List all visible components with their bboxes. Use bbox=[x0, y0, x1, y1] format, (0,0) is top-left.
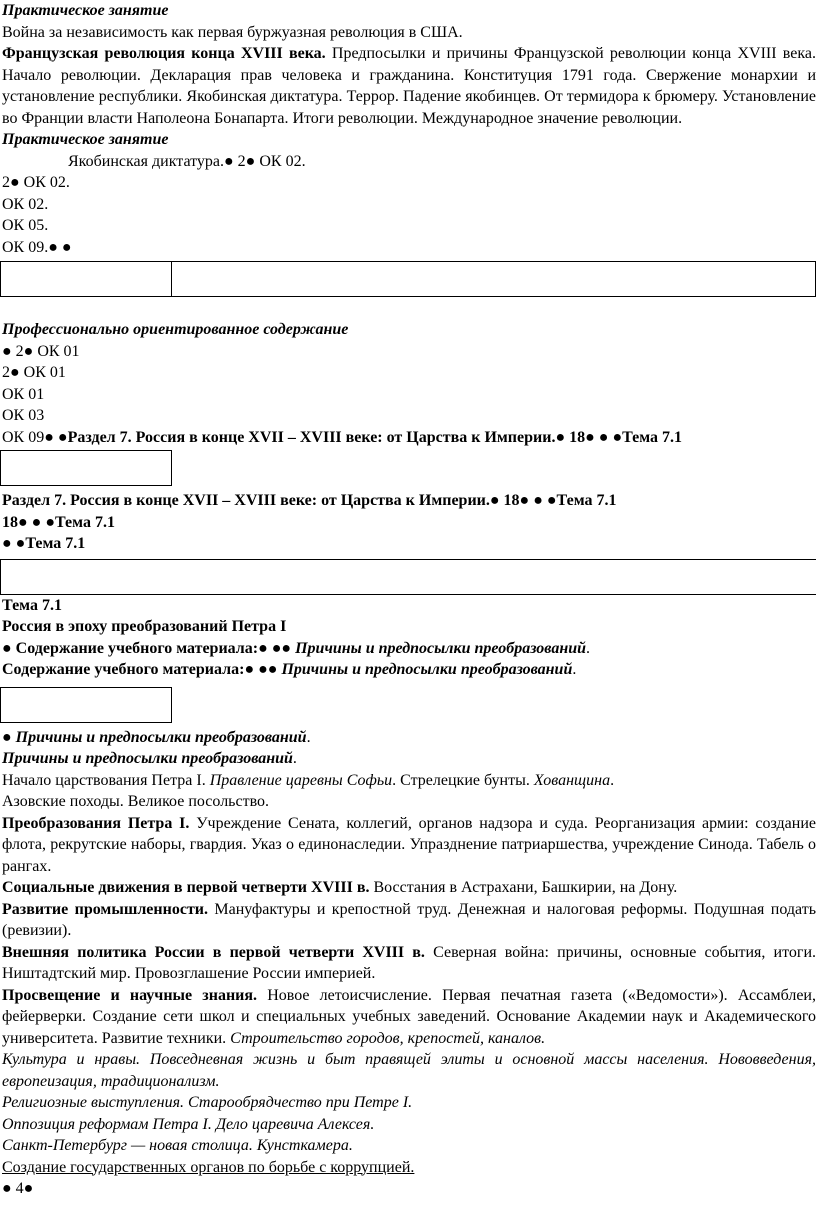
bold-lead: Социальные движения в первой четверти XVIII в. bbox=[2, 879, 370, 896]
text-line: Религиозные выступления. Старообрядчество при Петре I. bbox=[2, 1094, 413, 1111]
table-cell bbox=[0, 261, 172, 297]
text-line: Азовские походы. Великое посольство. bbox=[2, 793, 270, 810]
text-span: . bbox=[586, 639, 590, 657]
text-line: ОК 01 bbox=[2, 385, 45, 403]
bold-lead: Просвещение и научные знания. bbox=[2, 986, 258, 1004]
topic-heading: Тема 7.1 bbox=[2, 596, 62, 614]
text-line bbox=[0, 770, 816, 792]
paragraph-foreign-policy bbox=[0, 942, 816, 985]
text-line: 2● ОК 01 bbox=[2, 364, 66, 381]
italic-span: Хованщина bbox=[533, 771, 611, 789]
text-line bbox=[0, 659, 816, 681]
heading-professional-content: Профессионально ориентированное содержание bbox=[2, 321, 349, 338]
text-line: ● 4● bbox=[2, 1180, 34, 1197]
paragraph-text: Предпосылки и причины Французской революции конца XVIII века. Начало революции. Декларация прав человека и гражданина. Конституция 1791 года. Свержение монархии и установление республики. Якобинская диктатура. Террор. Падение якобинцев. От термидора к брюмеру. Установление во Франции власти Наполеона Бонапарта. Итоги революции. Международное значение революции. bbox=[2, 45, 816, 127]
bold-lead: Внешняя политика России в первой четверти XVIII в. bbox=[2, 943, 425, 961]
empty-box-wide bbox=[0, 559, 816, 595]
text-line: Санкт-Петербург — новая столица. Кунсткамера. bbox=[2, 1137, 353, 1154]
text-line: ОК 09.● ● bbox=[2, 238, 72, 256]
paragraph-text: Мануфактуры и крепостной труд. Денежная и налоговая реформы. Подушная подать (ревизии). bbox=[2, 900, 816, 939]
text-line: 18● ● ●Тема 7.1 bbox=[2, 513, 115, 531]
empty-box bbox=[0, 450, 172, 486]
italic-span: Строительство городов, крепостей, каналов. bbox=[230, 1029, 546, 1047]
text-line: ● 2● ОК 01 bbox=[2, 342, 80, 360]
text-span: Содержание учебного материала:● ●● bbox=[2, 661, 282, 678]
paragraph-text: Новое летоисчисление. Первая печатная газета («Ведомости»). Ассамблеи, фейерверки. Создание сети школ и специальных учебных заведений. Основание Академии наук и Академического университета. Развитие техники. bbox=[2, 986, 816, 1047]
paragraph-text: Восстания в Астрахани, Башкирии, на Дону. bbox=[369, 879, 678, 896]
text-span: ОК 09● ● bbox=[2, 428, 68, 446]
text-span: Начало царствования Петра I. bbox=[2, 771, 210, 789]
text-line: ОК 03 bbox=[2, 407, 45, 424]
text-line bbox=[0, 727, 816, 749]
empty-box bbox=[0, 687, 172, 723]
section-heading: Раздел 7. Россия в конце XVII – XVIII веке: от Царства к Империи.● 18● ● ●Тема 7.1 bbox=[2, 492, 617, 509]
table-cell bbox=[172, 261, 816, 297]
paragraph-text: Северная война: причины, основные события, итоги. Ништадтский мир. Провозглашение России империей. bbox=[2, 943, 816, 982]
paragraph-enlightenment bbox=[0, 985, 816, 1050]
text-line bbox=[0, 748, 816, 770]
bold-lead: Развитие промышленности. bbox=[2, 900, 209, 918]
text-span: . bbox=[292, 750, 297, 767]
text-line bbox=[0, 638, 816, 660]
text-line: ОК 05. bbox=[2, 217, 49, 234]
paragraph-text: Учреждение Сената, коллегий, органов надзора и суда. Реорганизация армии: создание флота, рекрутские наборы, гвардия. Указ о единонаследии. Упразднение патриаршества, учреждение Синода. Табель о рангах. bbox=[2, 814, 816, 875]
paragraph-reforms bbox=[0, 813, 816, 878]
text-span: ● Содержание учебного материала:● ●● bbox=[2, 639, 296, 657]
empty-table-row bbox=[0, 261, 816, 297]
paragraph-culture: Культура и нравы. Повседневная жизнь и быт правящей элиты и основной массы населения. Нововведения, европеизация, традиционализм. bbox=[2, 1051, 816, 1090]
text-span: . bbox=[610, 771, 615, 789]
text-line: Якобинская диктатура.● 2● ОК 02. bbox=[68, 152, 306, 170]
heading-practical-1: Практическое занятие bbox=[2, 2, 169, 19]
spacer bbox=[0, 297, 816, 319]
bold-lead: Французская революция конца XVIII века. bbox=[2, 45, 326, 62]
italic-span: Причины и предпосылки преобразований bbox=[295, 639, 586, 657]
text-line: ОК 02. bbox=[2, 195, 49, 213]
text-line: ● ●Тема 7.1 bbox=[2, 535, 86, 552]
text-line: 2● ОК 02. bbox=[2, 174, 70, 191]
text-line bbox=[0, 427, 816, 449]
text-span: . bbox=[306, 728, 311, 746]
text-span: . bbox=[572, 661, 577, 678]
paragraph-social bbox=[0, 877, 816, 899]
text-span: ● bbox=[2, 728, 16, 746]
paragraph-french-revolution bbox=[0, 43, 816, 129]
text-line: Война за независимость как первая буржуазная революция в США. bbox=[2, 23, 463, 41]
text-line-underlined: Создание государственных органов по борьбе с коррупцией. bbox=[2, 1158, 415, 1176]
text-span: . Стрелецкие бунты. bbox=[392, 771, 534, 789]
topic-title: Россия в эпоху преобразований Петра I bbox=[2, 618, 287, 635]
heading-practical-2: Практическое занятие bbox=[2, 131, 169, 148]
bold-span: Раздел 7. Россия в конце XVII – XVIII веке: от Царства к Империи.● 18● ● ●Тема 7.1 bbox=[67, 428, 683, 446]
paragraph-industry bbox=[0, 899, 816, 942]
bold-lead: Преобразования Петра I. bbox=[2, 814, 190, 832]
italic-span: Причины и предпосылки преобразований bbox=[281, 661, 573, 678]
italic-span: Правление царевны Софьи bbox=[209, 771, 393, 789]
italic-span: Причины и предпосылки преобразований bbox=[2, 750, 293, 767]
italic-span: Причины и предпосылки преобразований bbox=[15, 728, 307, 746]
text-line: Оппозиция реформам Петра I. Дело царевича Алексея. bbox=[2, 1115, 375, 1133]
